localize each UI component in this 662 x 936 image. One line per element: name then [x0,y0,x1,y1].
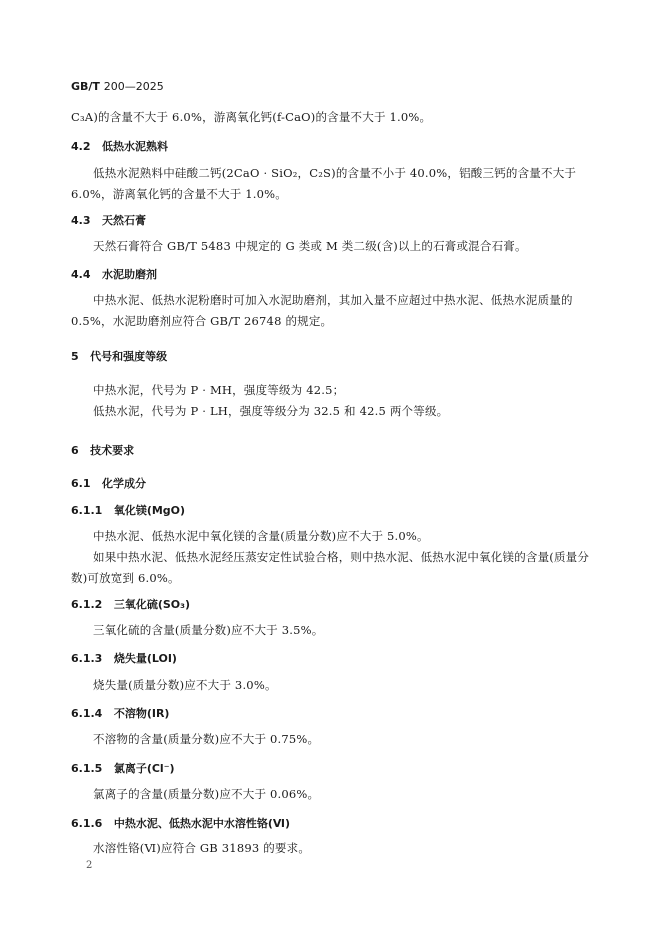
section-title: 天然石膏 [102,214,146,227]
section-heading-6-1-4 [71,705,169,721]
section-heading-6-1-1 [71,502,185,518]
section-number: 4.4 [71,268,91,281]
section-title: 三氧化硫(SO₃) [113,598,190,611]
section-heading-6-1-3 [71,650,177,666]
paragraph-line: 氯离子的含量(质量分数)应不大于 0.06%。 [93,787,320,801]
section-title: 中热水泥、低热水泥中水溶性铬(Ⅵ) [113,817,290,830]
section-number: 6.1 [71,477,91,490]
paragraph-line: 不溶物的含量(质量分数)应不大于 0.75%。 [93,732,320,746]
section-number: 6.1.6 [71,817,103,830]
paragraph-line: 数)可放宽到 6.0%。 [71,571,180,585]
section-heading-4-3 [71,212,146,228]
section-title: 代号和强度等级 [90,350,168,363]
section-heading-5 [71,348,167,364]
document-header [71,80,164,93]
standard-number: 200—2025 [103,80,164,93]
section-number: 4.3 [71,214,91,227]
section-number: 6.1.5 [71,762,103,775]
section-number: 6.1.1 [71,504,103,517]
section-number: 4.2 [71,140,91,153]
section-heading-4-2 [71,138,168,154]
paragraph-line: 烧失量(质量分数)应不大于 3.0%。 [93,678,277,692]
section-heading-6-1-2 [71,596,190,612]
section-number: 6.1.3 [71,652,103,665]
section-heading-6-1-5 [71,760,175,776]
paragraph-line: 低热水泥，代号为 P · LH，强度等级分为 32.5 和 42.5 两个等级。 [93,404,449,418]
paragraph-line: 6.0%，游离氧化钙的含量不大于 1.0%。 [71,187,287,201]
section-heading-4-4 [71,266,157,282]
section-number: 5 [71,350,79,363]
section-number: 6 [71,444,79,457]
section-title: 氯离子(Cl⁻) [113,762,175,775]
page-number: 2 [86,860,93,871]
standard-prefix: GB/T [71,80,100,93]
paragraph-line: 三氧化硫的含量(质量分数)应不大于 3.5%。 [93,623,324,637]
section-title: 氧化镁(MgO) [113,504,186,517]
section-title: 技术要求 [90,444,135,457]
paragraph-line: 中热水泥、低热水泥中氧化镁的含量(质量分数)应不大于 5.0%。 [93,529,429,543]
section-heading-6-1-6 [71,815,290,831]
section-title: 烧失量(LOI) [113,652,177,665]
paragraph-line: 如果中热水泥、低热水泥经压蒸安定性试验合格，则中热水泥、低热水泥中氧化镁的含量(质量分 [93,550,590,564]
section-number: 6.1.2 [71,598,103,611]
paragraph-line: 0.5%，水泥助磨剂应符合 GB/T 26748 的规定。 [71,314,333,328]
section-title: 水泥助磨剂 [102,268,157,281]
paragraph-line: 低热水泥熟料中硅酸二钙(2CaO · SiO₂，C₂S)的含量不小于 40.0%，铝酸三钙的含量不大于 [93,166,577,180]
section-title: 低热水泥熟料 [102,140,168,153]
section-title: 不溶物(IR) [113,707,170,720]
paragraph-continuation: C₃A)的含量不大于 6.0%，游离氧化钙(f-CaO)的含量不大于 1.0%。 [71,110,432,124]
paragraph-line: 天然石膏符合 GB/T 5483 中规定的 G 类或 M 类二级(含)以上的石膏或混合石膏。 [93,239,527,253]
section-heading-6-1 [71,475,146,491]
section-heading-6 [71,442,134,458]
section-title: 化学成分 [102,477,146,490]
paragraph-line: 中热水泥、低热水泥粉磨时可加入水泥助磨剂，其加入量不应超过中热水泥、低热水泥质量的 [93,293,573,307]
paragraph-line: 水溶性铬(Ⅵ)应符合 GB 31893 的要求。 [93,841,311,855]
section-number: 6.1.4 [71,707,103,720]
paragraph-line: 中热水泥，代号为 P · MH，强度等级为 42.5； [93,383,345,397]
